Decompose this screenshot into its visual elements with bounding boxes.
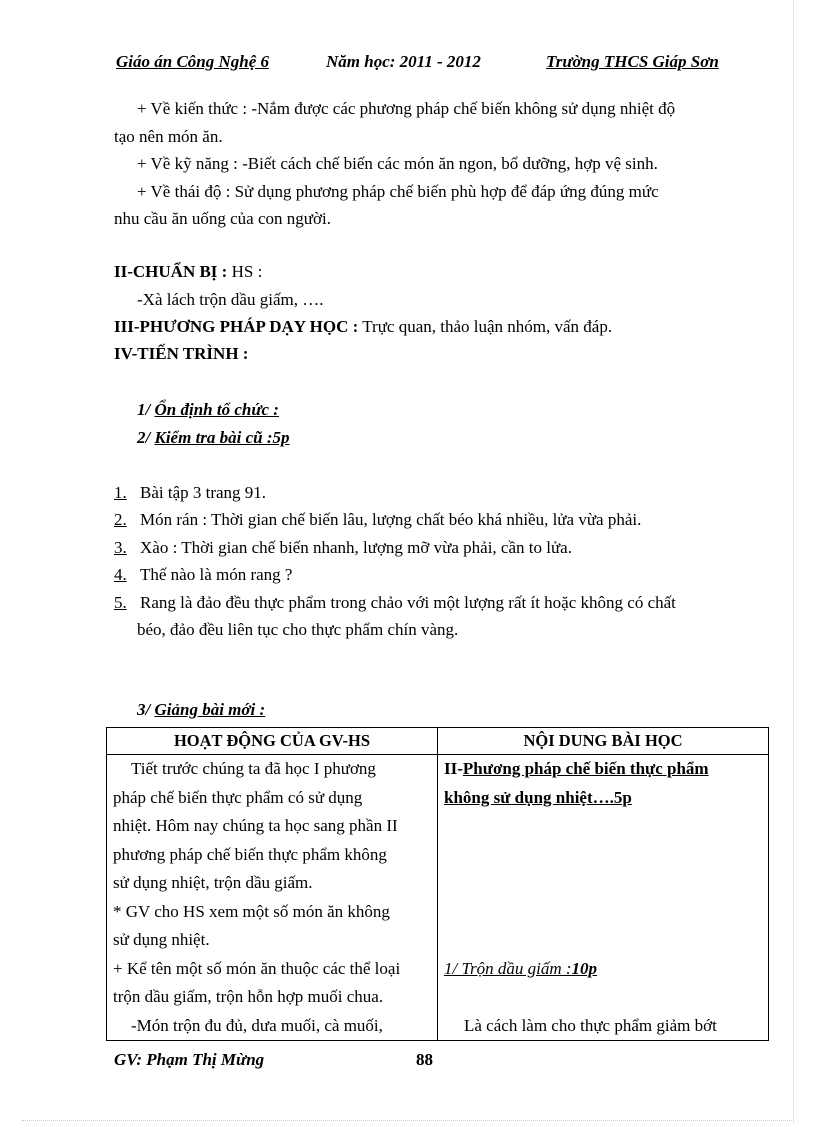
activity-line: Tiết trước chúng ta đã học I phương — [131, 759, 376, 778]
step-3-heading: 3/ Giảng bài mới : — [137, 700, 266, 719]
method-line: III-PHƯƠNG PHÁP DẠY HỌC : Trực quan, thảo luận nhóm, vấn đáp. — [114, 317, 613, 336]
review-item-cont: béo, đảo đều liên tục cho thực phẩm chín vàng. — [137, 620, 459, 639]
step-1-heading: 1/ Ổn định tổ chức : — [137, 400, 279, 419]
activity-line: -Món trộn đu đủ, dưa muối, cà muối, — [131, 1015, 383, 1035]
page-edge-divider-vertical — [793, 0, 794, 1123]
lesson-table — [106, 727, 769, 1041]
activity-line: + Kể tên một số món ăn thuộc các thể loại — [113, 958, 401, 978]
objective-attitude: + Về thái độ : Sử dụng phương pháp chế biến phù hợp để đáp ứng đúng mức — [137, 182, 659, 201]
review-item: 5. Rang là đảo đều thực phẩm trong chảo với một lượng rất ít hoặc không có chất — [114, 593, 676, 612]
table-row — [107, 755, 769, 1041]
objective-knowledge: + Về kiến thức : -Nắm được các phương pháp chế biến không sử dụng nhiệt độ — [137, 99, 676, 118]
activity-line: * GV cho HS xem một số món ăn không — [113, 901, 390, 921]
activity-line: sử dụng nhiệt. — [113, 930, 210, 949]
col-content-header: NỘI DUNG BÀI HỌC — [438, 728, 769, 755]
activity-line: sử dụng nhiệt, trộn dầu giấm. — [113, 873, 313, 892]
activity-line: nhiệt. Hôm nay chúng ta học sang phần II — [113, 816, 398, 835]
header-year: Năm học: 2011 - 2012 — [326, 52, 481, 71]
prep-item: -Xà lách trộn dầu giấm, …. — [137, 290, 324, 309]
col-activities-header: HOẠT ĐỘNG CỦA GV-HS — [107, 728, 438, 755]
process-heading: IV-TIẾN TRÌNH : — [114, 344, 249, 363]
content-section-title-cont: không sử dụng nhiệt….5p — [444, 787, 632, 807]
step-2-heading: 2/ Kiểm tra bài cũ :5p — [137, 428, 290, 447]
content-subsection: 1/ Trộn dầu giấm :10p — [444, 958, 598, 978]
objective-skill: + Về kỹ năng : -Biết cách chế biến các món ăn ngon, bổ dưỡng, hợp vệ sinh. — [137, 154, 658, 173]
header-subject: Giáo án Công Nghệ 6 — [116, 52, 270, 71]
review-item: 4. Thế nào là món rang ? — [114, 565, 293, 584]
page-number: 88 — [416, 1050, 433, 1069]
content-line: Là cách làm cho thực phẩm giảm bớt — [464, 1015, 717, 1035]
table-header-row — [107, 728, 769, 755]
prep-heading: II-CHUẨN BỊ : HS : — [114, 262, 263, 281]
footer-teacher: GV: Phạm Thị Mừng — [114, 1050, 265, 1069]
header-school: Trường THCS Giáp Sơn — [546, 52, 719, 71]
objective-attitude-cont: nhu cầu ăn uống của con người. — [114, 209, 331, 228]
content-section-title: II-Phương pháp chế biến thực phẩm — [444, 759, 709, 778]
review-item: 2. Món rán : Thời gian chế biến lâu, lượng chất béo khá nhiều, lửa vừa phải. — [114, 510, 642, 529]
activities-cell — [107, 755, 438, 1041]
review-item: 3. Xào : Thời gian chế biến nhanh, lượng mỡ vừa phải, cần to lửa. — [114, 538, 572, 557]
objective-knowledge-cont: tạo nên món ăn. — [114, 127, 223, 146]
review-item: 1. Bài tập 3 trang 91. — [114, 483, 267, 502]
activity-line: phương pháp chế biến thực phẩm không — [113, 844, 387, 864]
content-cell — [438, 755, 769, 1041]
activity-line: trộn dầu giấm, trộn hỗn hợp muối chua. — [113, 987, 384, 1006]
activity-line: pháp chế biến thực phẩm có sử dụng — [113, 787, 363, 807]
page-edge-divider — [22, 1120, 794, 1121]
